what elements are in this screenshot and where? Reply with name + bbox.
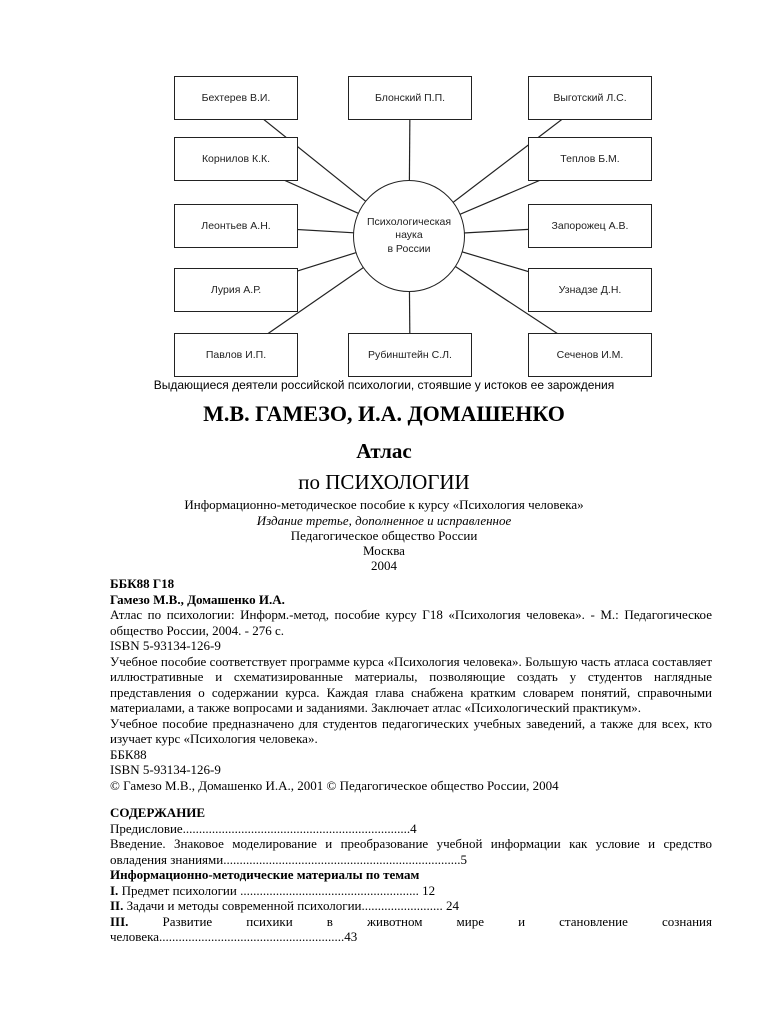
bibliographic-block (110, 576, 712, 793)
box-kornilov: Корнилов К.К. (174, 137, 298, 181)
toc-item (110, 914, 712, 930)
box-leontiev: Леонтьев А.Н. (174, 204, 298, 248)
toc-item-number: III. (110, 913, 129, 929)
table-of-contents (110, 805, 712, 945)
box-vygotsky: Выготский Л.С. (528, 76, 652, 120)
book-subject: по ПСИХОЛОГИИ (298, 470, 470, 494)
toc-item (110, 883, 712, 899)
center-circle (353, 180, 465, 292)
scientists-diagram (0, 0, 768, 380)
book-authors: М.В. ГАМЕЗО, И.А. ДОМАШЕНКО (203, 401, 565, 426)
toc-intro: Введение. Знаковое моделирование и преобразование учебной информации как условие и средство овладения знаниями.........................................................................5 (110, 836, 712, 867)
box-blonsky: Блонский П.П. (348, 76, 472, 120)
center-label-line: в России (387, 242, 431, 255)
toc-item (110, 898, 712, 914)
book-city: Москва (363, 543, 405, 558)
toc-item-text: Задачи и методы современной психологии......................... 24 (123, 898, 460, 913)
book-subtitle: Информационно-методическое пособие к курсу «Психология человека» (184, 497, 584, 512)
toc-section-heading: Информационно-методические материалы по темам (110, 867, 420, 882)
annotation-paragraph: Учебное пособие соответствует программе курса «Психология человека». Большую часть атласа составляет иллюстративные и схематизированные материалы, позволяющие создать у студентов наглядные представления о содержании курса. Каждая глава снабжена кратким словарем понятий, справочными материалами, а также вопросами и заданиями. Заключает атлас «Психологический практикум». (110, 653, 712, 715)
copyright-line: © Гамезо М.В., Домашенко И.А., 2001 © Педагогическое общество России, 2004 (110, 777, 559, 793)
toc-preface: Предисловие......................................................................4 (110, 820, 417, 836)
isbn-2: ISBN 5-93134-126-9 (110, 762, 221, 777)
bbk-code: ББК88 Г18 (110, 576, 175, 591)
box-sechenov: Сеченов И.М. (528, 333, 652, 377)
annotation-paragraph: Учебное пособие предназначено для студентов педагогических учебных заведений, а также для всех, кто изучает курс «Психология человека». (110, 715, 712, 746)
center-label-line: Психологическая (366, 216, 452, 229)
book-edition: Издание третье, дополненное и исправленное (256, 513, 512, 528)
toc-item-number: I. (110, 882, 119, 898)
toc-item-number: II. (110, 898, 124, 913)
author-line: Гамезо М.В., Домашенко И.А. (110, 591, 285, 607)
box-rubinstein: Рубинштейн С.Л. (348, 333, 472, 377)
box-pavlov: Павлов И.П. (174, 333, 298, 377)
bbk-code-2: ББК88 (110, 746, 147, 762)
box-zaporozhets: Запорожец А.В. (528, 204, 652, 248)
toc-item-continuation: человека.........................................................43 (110, 929, 358, 944)
isbn: ISBN 5-93134-126-9 (110, 638, 221, 653)
box-bekhterev: Бехтерев В.И. (174, 76, 298, 120)
toc-heading: СОДЕРЖАНИЕ (110, 805, 206, 820)
center-label-line: наука (395, 229, 423, 242)
book-year: 2004 (371, 558, 397, 573)
box-luria: Лурия А.Р. (174, 268, 298, 312)
book-title: Атлас (356, 439, 412, 463)
bibliographic-description: Атлас по психологии: Информ.-метод, пособие курсу Г18 «Психология человека». - М.: Педагогическое общество России, 2004. - 276 с. (110, 607, 712, 638)
box-teplov: Теплов Б.М. (528, 137, 652, 181)
box-uznadze: Узнадзе Д.Н. (528, 268, 652, 312)
toc-item-text: Развитие психики в животном мире и становление сознания (128, 913, 712, 929)
diagram-caption: Выдающиеся деятели российской психологии, стоявшие у истоков ее зарождения (153, 378, 615, 392)
toc-item-text: Предмет психологии ....................................................... 12 (118, 882, 436, 898)
book-publisher: Педагогическое общество России (290, 528, 478, 543)
